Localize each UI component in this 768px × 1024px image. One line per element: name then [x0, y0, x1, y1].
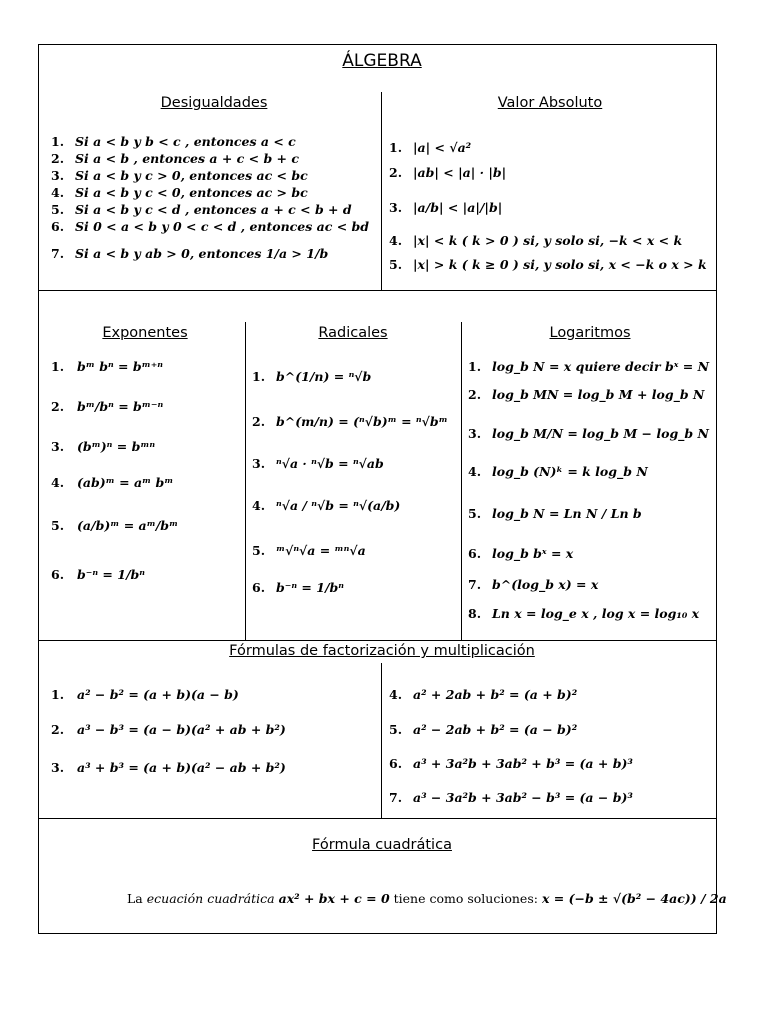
quadratic-statement	[127, 891, 727, 906]
divider-low	[39, 818, 716, 819]
heading-exponentes: Exponentes	[102, 325, 188, 341]
divider-vertical-2	[245, 322, 246, 640]
heading-factorizacion: Fórmulas de factorización y multiplicación	[229, 643, 535, 659]
page-title: ÁLGEBRA	[342, 51, 422, 71]
heading-valor-absoluto: Valor Absoluto	[497, 95, 603, 111]
formula-sheet: ÁLGEBRA Desigualdades Valor Absoluto Exponentes Radicales Logaritmos Fórmulas de factorización y multiplicación Fórmula cuadrática 1. Si a < b y b < c , entonces a < c 2. Si a < b , entonces a + c < b + c 3. Si a < b y c > 0, entonces ac < bc 4. Si a < b y c < 0, entonces ac > bc 5. Si a < b y c < d , entonces a + c < b + d 6. Si 0 < a < b y 0 < c < d , entonces ac < bd 7. Si a < b y ab > 0, entonces 1/a > 1/b 1. |a| < √a² 2. |ab| < |a| · |b| 3. |a/b| < |a|/|b| 4. |x| < k ( k > 0 ) si, y solo si, −k < x < k 5. |x| > k ( k ≥ 0 ) si, y solo si, x < −k o x > k 1. bᵐ bⁿ = bᵐ⁺ⁿ 2. bᵐ/bⁿ = bᵐ⁻ⁿ 3. (bᵐ)ⁿ = bᵐⁿ 4. (ab)ᵐ = aᵐ bᵐ 5. (a/b)ᵐ = aᵐ/bᵐ 6. b⁻ⁿ = 1/bⁿ 1. b^(1/n) = ⁿ√b 2. b^(m/n) = (ⁿ√b)ᵐ = ⁿ√bᵐ 3. ⁿ√a · ⁿ√b = ⁿ√ab 4. ⁿ√a / ⁿ√b = ⁿ√(a/b) 5. ᵐ√ⁿ√a = ᵐⁿ√a 6. b⁻ⁿ = 1/bⁿ 1. log_b N = x quiere decir bˣ = N 2. log_b MN = log_b M + log_b N 3. log_b M/N = log_b M − log_b N 4. log_b (N)ᵏ = k log_b N 5. log_b N = Ln N / Ln b 6. log_b bˣ = x 7. b^(log_b x) = x 8. Ln x = log_e x , log x = log₁₀ x 1. a² − b² = (a + b)(a − b) 2. a³ − b³ = (a − b)(a² + ab + b²) 3. a³ + b³ = (a + b)(a² − ab + b²) 4. a² + 2ab + b² = (a + b)² 5. a² − 2ab + b² = (a − b)² 6. a³ + 3a²b + 3ab² + b³ = (a + b)³ 7. a³ − 3a²b + 3ab² − b³ = (a − b)³ La ecuación cuadrática ax² + bx + c = 0 tiene como soluciones: x = (−b ± √(b² − 4ac)) / 2a	[38, 44, 717, 934]
quadratic-text-italic: ecuación cuadrática	[146, 891, 275, 906]
divider-top	[39, 290, 716, 291]
heading-logaritmos: Logaritmos	[549, 325, 631, 341]
divider-mid	[39, 640, 716, 641]
quadratic-solution: x = (−b ± √(b² − 4ac)) / 2a	[541, 891, 727, 906]
heading-cuadratica: Fórmula cuadrática	[312, 837, 452, 853]
heading-desigualdades: Desigualdades	[160, 95, 268, 111]
quadratic-text-after: tiene como soluciones:	[393, 891, 538, 906]
quadratic-equation: ax² + bx + c = 0	[278, 891, 390, 906]
divider-vertical-4	[381, 663, 382, 818]
divider-vertical-3	[461, 322, 462, 640]
quadratic-text-before: La	[127, 891, 143, 906]
divider-vertical-1	[381, 92, 382, 290]
heading-radicales: Radicales	[318, 325, 388, 341]
